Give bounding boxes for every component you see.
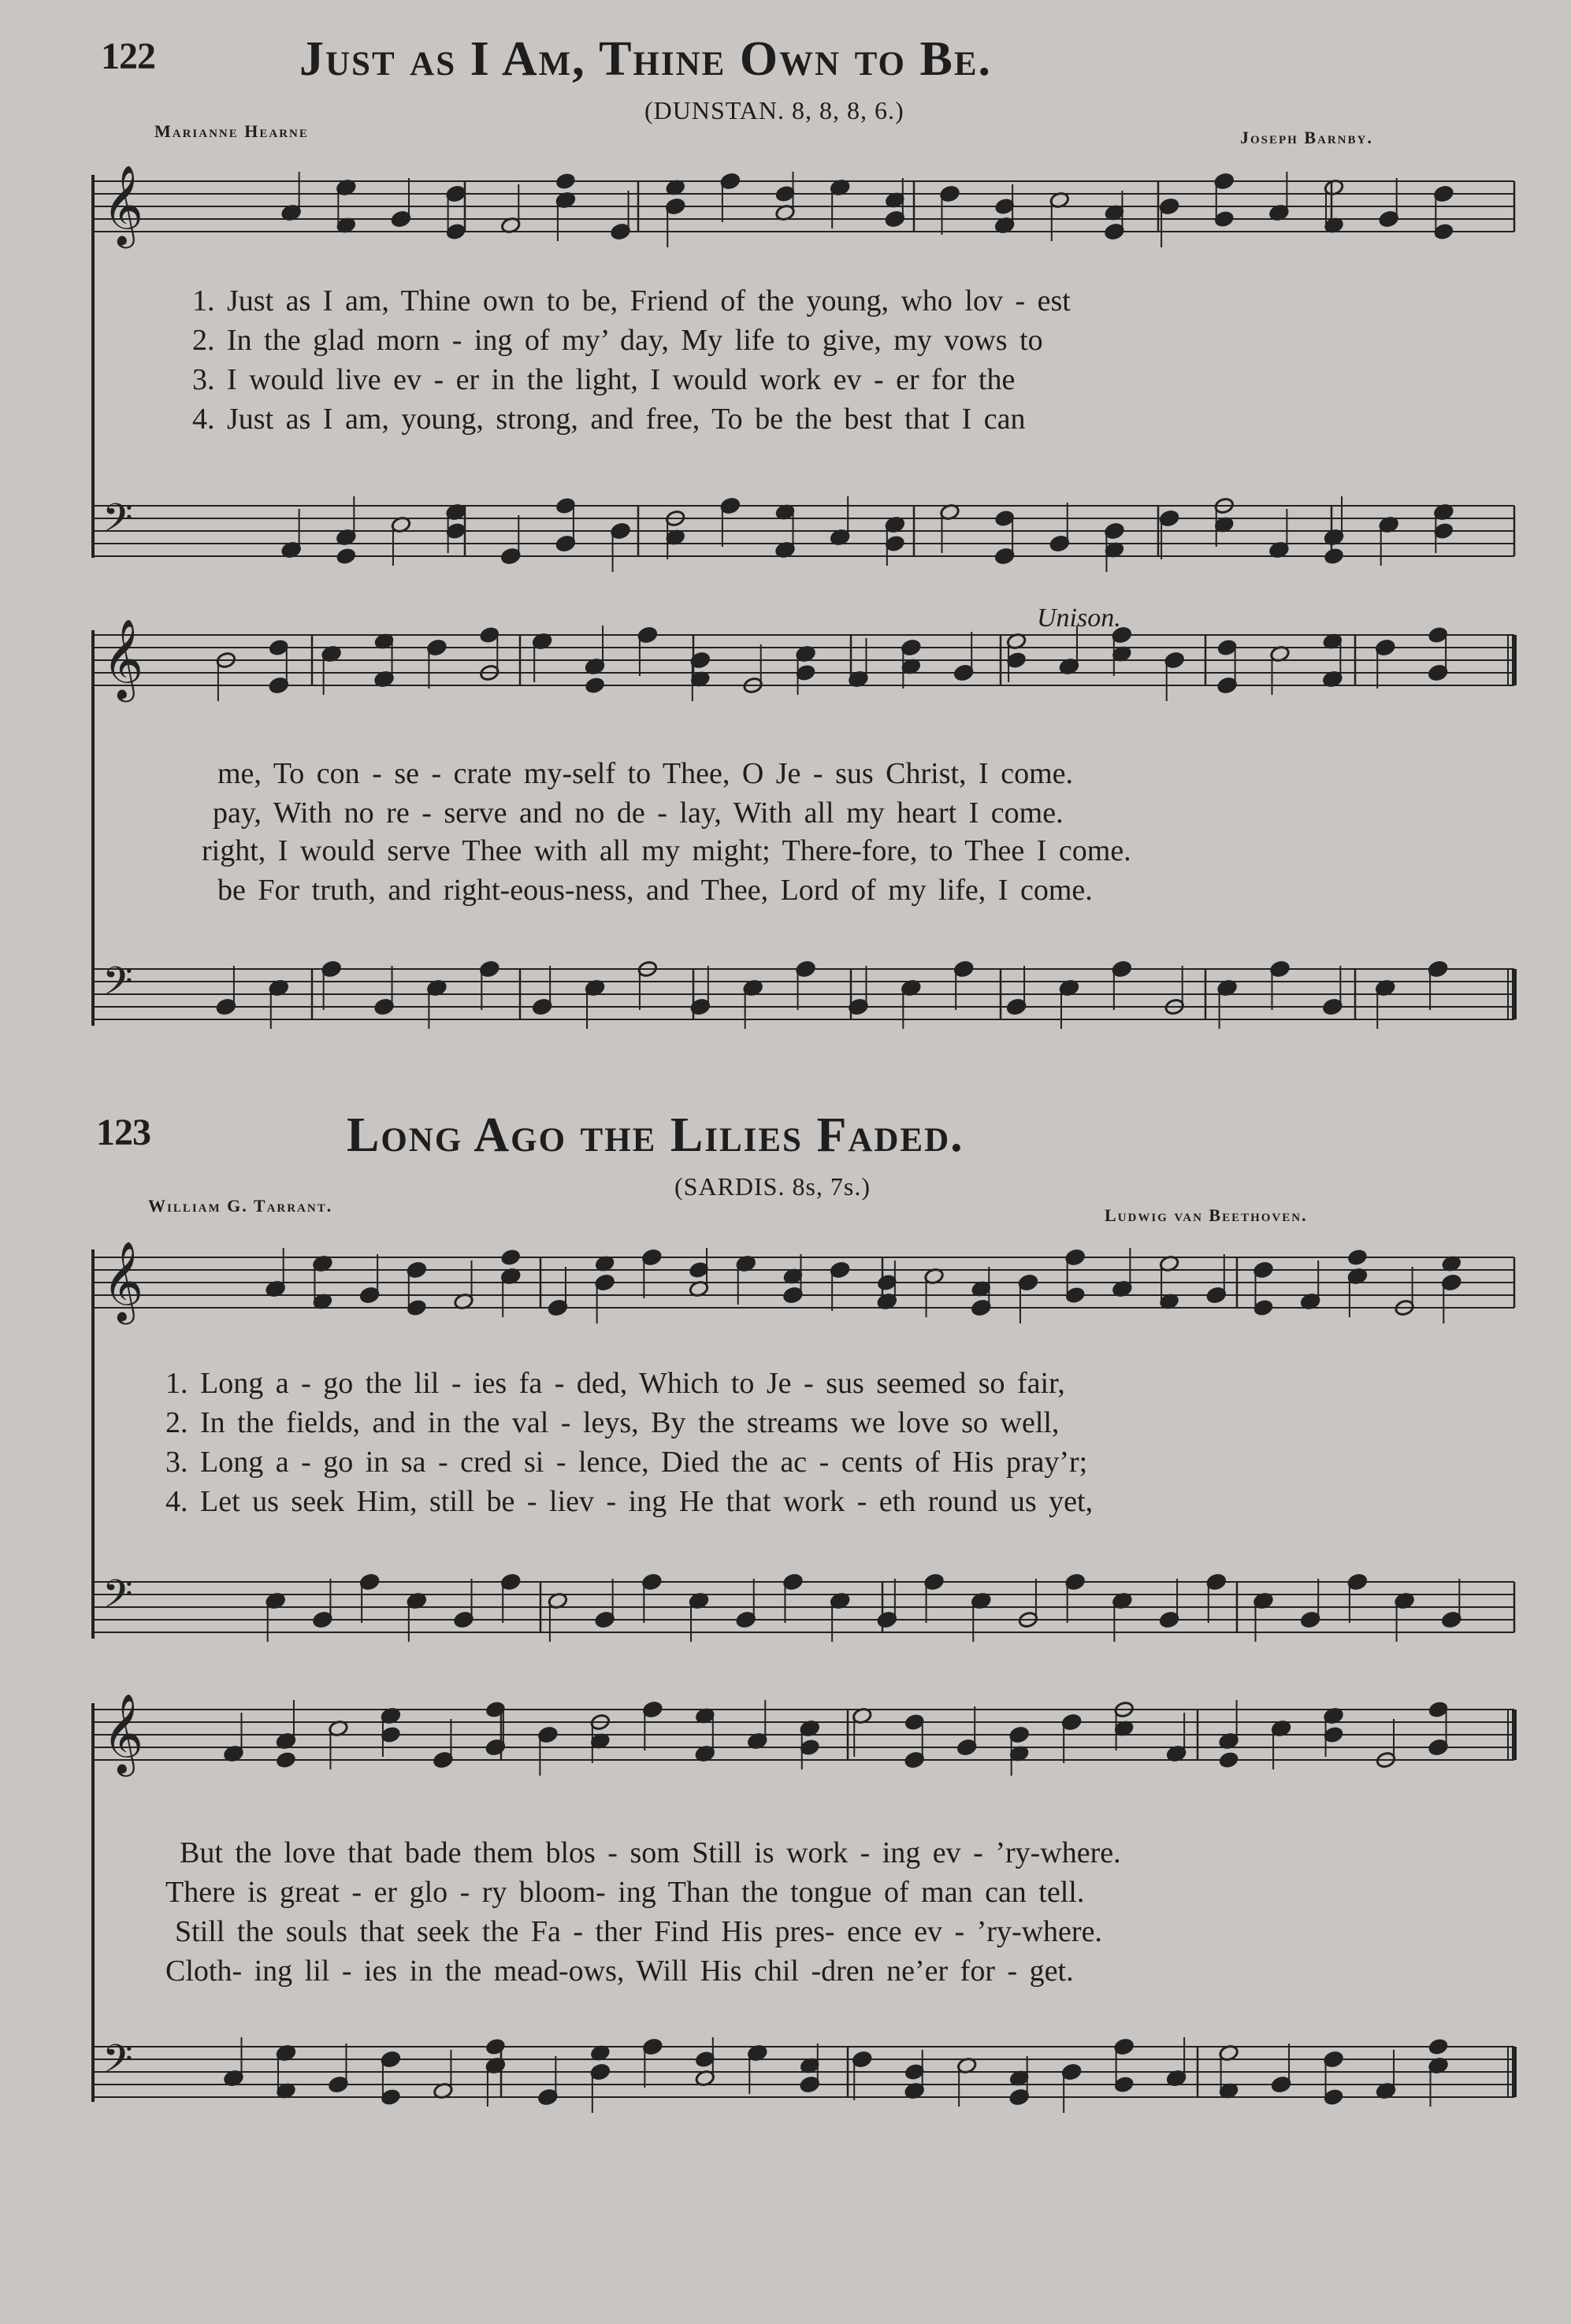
verse-line: 1. Long a - go the lil - ies fa - ded, Which to Je - sus seemed so fair, — [165, 1367, 1065, 1400]
bass-clef: 𝄢 — [102, 496, 133, 551]
verse-line: 4. Just as I am, young, strong, and free, To be the best that I can — [192, 403, 1026, 436]
treble-clef: 𝄞 — [102, 1240, 144, 1321]
verse-line: 3. I would live ev - er in the light, I would work ev - er for the — [192, 363, 1016, 396]
lyricist: Marianne Hearne — [154, 121, 309, 141]
composer: Ludwig van Beethoven. — [1105, 1205, 1308, 1225]
note-head — [555, 173, 576, 191]
verse-line: Cloth- ing lil - ies in the mead-ows, Will His chil -dren ne’er for - get. — [165, 1955, 1074, 1988]
verse-line: 4. Let us seek Him, still be - liev - ing He that work - eth round us yet, — [165, 1485, 1094, 1518]
verse-line: right, I would serve Thee with all my might; There-fore, to Thee I come. — [202, 834, 1131, 867]
note-head — [1219, 1751, 1239, 1769]
verse-line: 2. In the glad morn - ing of my’ day, My life to give, my vows to — [192, 324, 1043, 357]
note-head — [276, 1751, 296, 1769]
bass-clef: 𝄢 — [102, 2036, 133, 2092]
treble-clef: 𝄞 — [102, 618, 144, 699]
note-head — [336, 548, 356, 566]
hymn-title: Long Ago the Lilies Faded. — [347, 1108, 964, 1162]
verse-line: 3. Long a - go in sa - cred si - lence, Died the ac - cents of His pray’r; — [165, 1446, 1088, 1479]
note-head — [485, 2038, 506, 2056]
verse-line: pay, With no re - serve and no de - lay, With all my heart I come. — [213, 796, 1064, 830]
verse-line: But the love that bade them blos - som Still is work - ing ev - ’ry-where. — [180, 1836, 1121, 1869]
note-head — [585, 677, 605, 695]
composer: Joseph Barnby. — [1240, 128, 1373, 147]
final-bar-thick — [1512, 969, 1517, 1019]
treble-clef: 𝄞 — [102, 164, 144, 245]
verse-line: 1. Just as I am, Thine own to be, Friend of the young, who lov - est — [192, 284, 1071, 317]
note-head — [500, 1249, 521, 1267]
verse-line: 2. In the fields, and in the val - leys, By the streams we love so well, — [165, 1406, 1060, 1439]
verse-line: be For truth, and right-eous-ness, and Thee, Lord of my life, I come. — [217, 874, 1093, 907]
tune-name: (SARDIS. 8s, 7s.) — [674, 1172, 871, 1201]
final-bar-thick — [1512, 635, 1517, 685]
note-head — [1347, 1249, 1368, 1267]
final-bar-thick — [1512, 2047, 1517, 2097]
hymn-number: 123 — [96, 1112, 150, 1153]
hymn-title: Just as I Am, Thine Own to Be. — [299, 32, 992, 86]
note-head — [1324, 548, 1344, 566]
lyricist: William G. Tarrant. — [148, 1196, 333, 1216]
bass-clef: 𝄢 — [102, 959, 133, 1014]
note-head — [1428, 2038, 1448, 2056]
hymn-number: 122 — [101, 35, 155, 77]
verse-line: There is great - er glo - ry bloom- ing Than the tongue of man can tell. — [165, 1876, 1085, 1909]
tune-name: (DUNSTAN. 8, 8, 8, 6.) — [644, 96, 904, 124]
verse-line: Still the souls that seek the Fa - ther Find His pres- ence ev - ’ry-where. — [175, 1915, 1102, 1948]
performance-marking: Unison. — [1037, 603, 1121, 633]
bass-clef: 𝄢 — [102, 1572, 133, 1627]
verse-line: me, To con - se - crate my-self to Thee, O Je - sus Christ, I come. — [217, 757, 1074, 790]
treble-clef: 𝄞 — [102, 1692, 144, 1773]
final-bar-thick — [1512, 1710, 1517, 1760]
